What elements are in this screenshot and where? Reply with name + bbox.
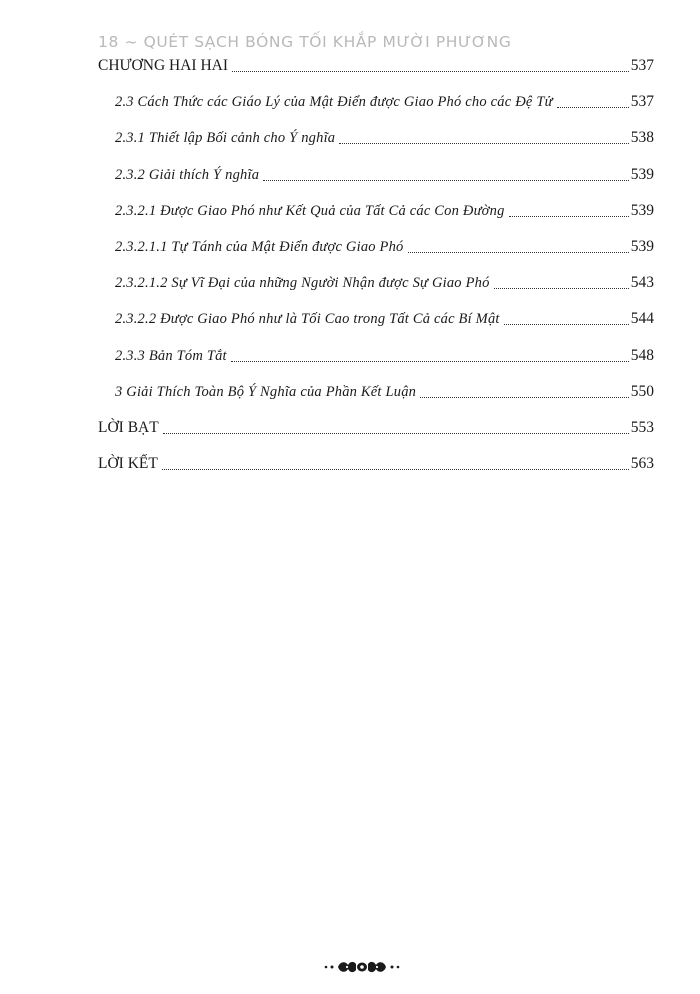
toc-entry-page: 543 [630,274,654,292]
running-header: 18 ~ QUÉT SẠCH BÓNG TỐI KHẮP MƯỜI PHƯƠNG [98,33,512,51]
toc-entry-title: 2.3.3 Bản Tóm Tắt [115,347,227,364]
toc-entry-title: LỜI KẾT [98,455,158,473]
dot-leader [494,271,629,289]
toc-entry-title: 2.3.2.1.1 Tự Tánh của Mật Điển được Giao Phó [115,238,404,255]
toc-entry-title: 2.3.2.1 Được Giao Phó như Kết Quả của Tất Cả các Con Đường [115,202,505,219]
toc-entry-2-3-2-2[interactable] [98,307,654,343]
toc-entry-page: 539 [630,237,654,255]
toc-entry-page: 553 [630,418,654,436]
dot-leader [557,90,629,108]
toc-entry-title: 3 Giải Thích Toàn Bộ Ý Nghĩa của Phần Kết Luận [115,383,417,400]
toc-entry-title: 2.3.2.2 Được Giao Phó như là Tối Cao trong Tất Cả các Bí Mật [115,311,500,328]
dot-leader [339,126,628,144]
toc-entry-2-3-2[interactable] [98,163,654,199]
toc-entry-title: CHƯƠNG HAI HAI [98,57,228,74]
dot-leader [263,163,629,181]
toc-entry-chapter-22[interactable] [98,54,654,90]
toc-entry-conclusion[interactable] [98,452,654,488]
toc-entry-2-3-2-1-2[interactable] [98,271,654,307]
toc-entry-afterword[interactable] [98,416,654,452]
toc-entry-2-3-2-1[interactable] [98,199,654,235]
dot-leader [232,54,629,72]
toc-entry-page: 548 [630,346,654,364]
toc-entry-2-3-1[interactable] [98,126,654,162]
toc-entry-title: LỜI BẠT [98,418,159,436]
toc-entry-2-3-3[interactable] [98,344,654,380]
dot-leader [163,416,629,434]
toc-entry-title: 2.3 Cách Thức các Giáo Lý của Mật Điển được Giao Phó cho các Đệ Tử [115,94,553,111]
dot-leader [420,380,629,398]
vajra-ornament-icon [320,953,410,977]
toc-entry-page: 538 [630,129,654,147]
dot-leader [408,235,629,253]
toc-entry-page: 544 [630,310,654,328]
toc-entry-2-3-2-1-1[interactable] [98,235,654,271]
toc-entry-page: 539 [630,165,654,183]
dot-leader [504,307,629,325]
toc-entry-3[interactable] [98,380,654,416]
table-of-contents [98,54,654,488]
toc-entry-title: 2.3.2.1.2 Sự Vĩ Đại của những Người Nhận được Sự Giao Phó [115,275,490,292]
toc-entry-page: 563 [630,455,654,473]
toc-entry-page: 539 [630,201,654,219]
dot-leader [509,199,629,217]
toc-entry-title: 2.3.1 Thiết lập Bối cảnh cho Ý nghĩa [115,130,336,147]
toc-entry-page: 537 [630,93,654,111]
toc-entry-2-3[interactable] [98,90,654,126]
toc-entry-title: 2.3.2 Giải thích Ý nghĩa [115,166,260,183]
dot-leader [162,452,629,470]
toc-entry-page: 550 [630,382,654,400]
toc-entry-page: 537 [630,57,654,74]
dot-leader [231,344,629,362]
